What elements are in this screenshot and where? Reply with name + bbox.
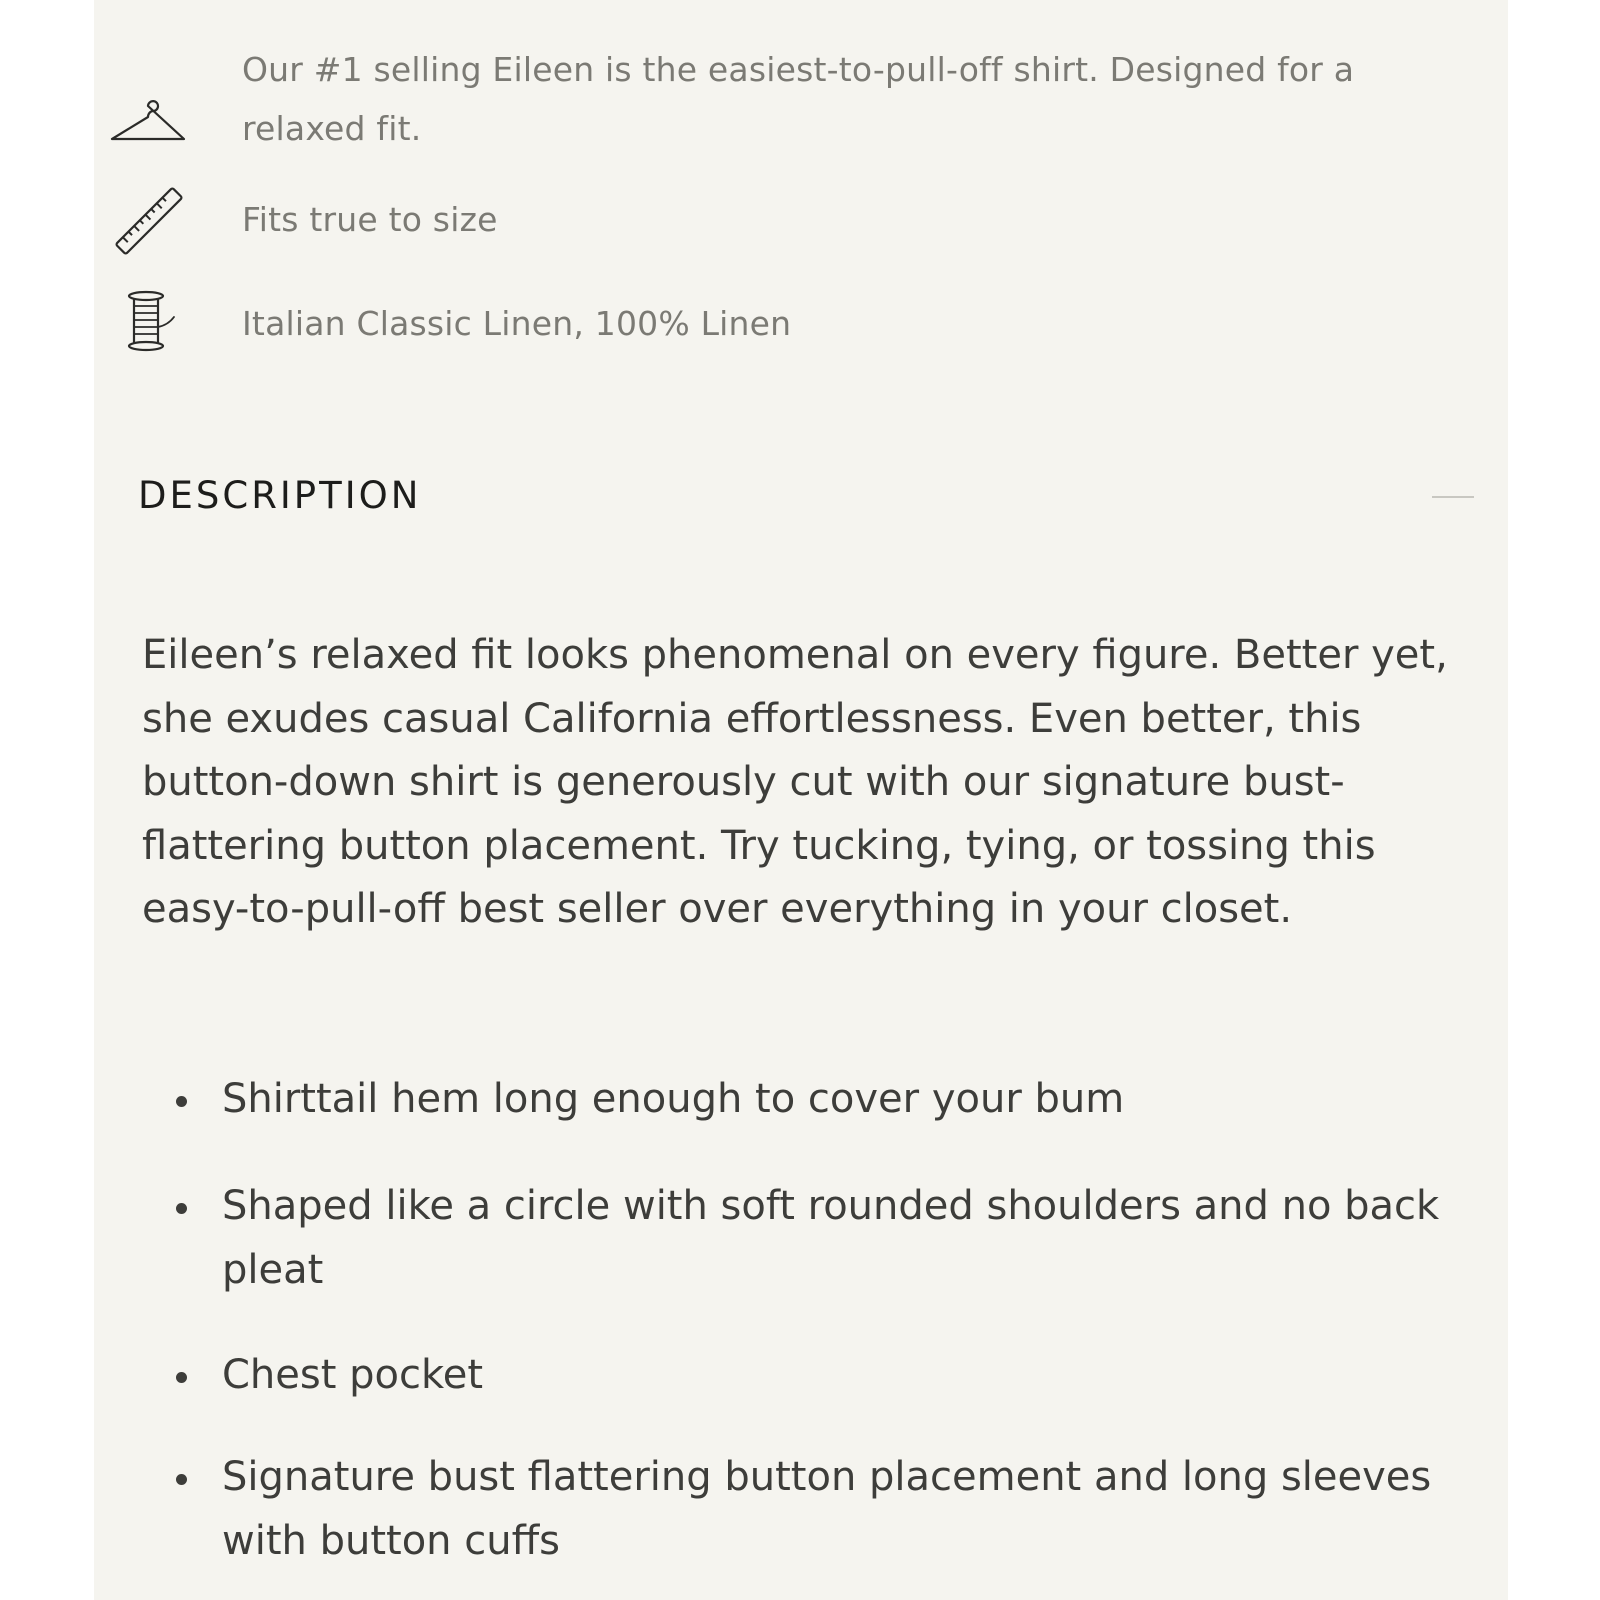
feature-text-fabric: Italian Classic Linen, 100% Linen <box>242 304 792 343</box>
list-item-text: Signature bust flattering button placement and long sleeves with button cuffs <box>222 1454 1432 1564</box>
hanger-icon <box>108 98 188 178</box>
minus-icon <box>1432 496 1474 498</box>
bullet-dot <box>176 1096 187 1107</box>
ruler-icon <box>114 186 194 266</box>
bullet-dot <box>176 1372 187 1383</box>
description-heading[interactable]: DESCRIPTION <box>138 474 422 517</box>
thread-spool-icon <box>124 290 204 370</box>
collapse-description-button[interactable] <box>1418 480 1484 514</box>
list-item-text: Chest pocket <box>222 1352 484 1398</box>
product-details-panel <box>94 0 1508 1600</box>
description-paragraph: Eileen’s relaxed fit looks phenomenal on every figure. Better yet, she exudes casual California effortlessness. Even better, this button-down shirt is generously cut with our signature bust-flattering button placement. Try tucking, tying, or tossing this easy-to-pull-off best seller over everything in your closet. <box>142 632 1448 932</box>
list-item-text: Shaped like a circle with soft rounded shoulders and no back pleat <box>222 1183 1440 1293</box>
feature-text-size: Fits true to size <box>242 200 498 239</box>
feature-text-fit: Our #1 selling Eileen is the easiest-to-pull-off shirt. Designed for a relaxed fit. <box>242 50 1355 148</box>
bullet-dot <box>176 1203 187 1214</box>
bullet-dot <box>176 1474 187 1485</box>
list-item-text: Shirttail hem long enough to cover your bum <box>222 1076 1125 1122</box>
